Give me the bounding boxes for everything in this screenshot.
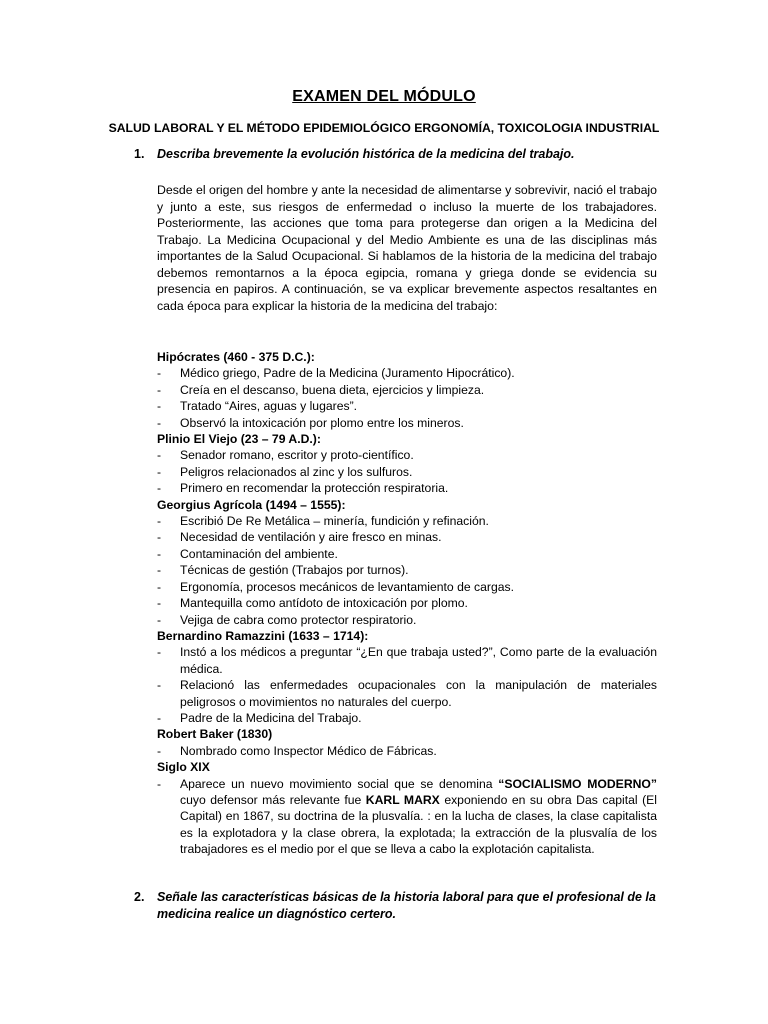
list-item-text: Mantequilla como antídoto de intoxicación por plomo.	[180, 596, 468, 611]
list-item-socialismo	[157, 776, 657, 858]
list-item-text: Necesidad de ventilación y aire fresco en minas.	[180, 530, 442, 545]
section-heading-siglo-xix: Siglo XIX	[157, 760, 210, 775]
bullet-dash: -	[157, 710, 162, 725]
bullet-dash: -	[157, 743, 162, 758]
item-text: cuyo defensor más relevante fue	[180, 792, 366, 807]
list-item	[157, 365, 657, 381]
list-item	[157, 480, 657, 496]
history-sections	[157, 349, 657, 858]
list-item	[157, 677, 657, 710]
list-item-text: Primero en recomendar la protección respiratoria.	[180, 481, 449, 496]
list-item	[157, 579, 657, 595]
list-item-text: Relacionó las enfermedades ocupacionales con la manipulación de materiales peligrosos o movimientos no naturales del cuerpo.	[180, 678, 657, 709]
question-1-text: Describa brevemente la evolución histórica de la medicina del trabajo.	[157, 147, 575, 161]
bullet-dash: -	[157, 448, 162, 463]
bullet-dash: -	[157, 612, 162, 627]
question-1	[134, 146, 658, 163]
list-item	[157, 644, 657, 677]
list-item-text: Ergonomía, procesos mecánicos de levantamiento de cargas.	[180, 579, 514, 594]
list-item	[157, 529, 657, 545]
bullet-dash: -	[157, 563, 162, 578]
section-heading: Robert Baker (1830)	[157, 727, 273, 742]
list-item	[157, 398, 657, 414]
list-item-text: Escribió De Re Metálica – minería, fundición y refinación.	[180, 514, 489, 529]
list-item	[157, 447, 657, 463]
section-heading: Hipócrates (460 - 375 D.C.):	[157, 350, 315, 364]
list-item-text: Instó a los médicos a preguntar “¿En que trabaja usted?”, Como parte de la evaluación médica.	[180, 645, 657, 676]
bullet-dash: -	[157, 596, 162, 611]
bullet-dash: -	[157, 579, 162, 594]
list-item-text: Técnicas de gestión (Trabajos por turnos).	[180, 563, 409, 578]
list-item	[157, 546, 657, 562]
list-item-text: Creía en el descanso, buena dieta, ejercicios y limpieza.	[180, 382, 485, 397]
list-item-text: Senador romano, escritor y proto-científico.	[180, 448, 414, 463]
item-text: exponiendo en su obra Das capital (El Capital) en 1867, su doctrina de la plusvalía. : en la lucha de clases, la clase capitalista es la explotadora y la clase obrera, la explotada; la extracción de la plusvalía de los trabajadores es el medio por el que se lleva a cabo la explotación capitalista.	[180, 792, 657, 857]
list-item-text: Médico griego, Padre de la Medicina (Juramento Hipocrático).	[180, 366, 515, 381]
bullet-dash: -	[157, 415, 162, 430]
bullet-dash: -	[157, 382, 162, 397]
list-item	[157, 595, 657, 611]
list-item	[157, 612, 657, 628]
list-item	[157, 743, 657, 759]
bullet-dash: -	[157, 776, 162, 791]
question-2-number: 2.	[134, 890, 145, 904]
section-heading: Bernardino Ramazzini (1633 – 1714):	[157, 628, 369, 643]
list-item-text: Tratado “Aires, aguas y lugares”.	[180, 399, 358, 414]
list-item-text: Padre de la Medicina del Trabajo.	[180, 710, 362, 725]
question-1-number: 1.	[134, 147, 145, 161]
list-item	[157, 710, 657, 726]
bullet-dash: -	[157, 530, 162, 545]
bullet-dash: -	[157, 481, 162, 496]
bullet-dash: -	[157, 645, 162, 660]
list-item-text: Vejiga de cabra como protector respiratorio.	[180, 612, 417, 627]
list-item	[157, 513, 657, 529]
list-item-text: Observó la intoxicación por plomo entre los mineros.	[180, 415, 464, 430]
exam-title: EXAMEN DEL MÓDULO	[292, 88, 476, 105]
item-text: Aparece un nuevo movimiento social que se denomina	[180, 776, 499, 791]
section-heading: Georgius Agrícola (1494 – 1555):	[157, 497, 346, 512]
list-item	[157, 562, 657, 578]
bullet-dash: -	[157, 546, 162, 561]
list-item	[157, 382, 657, 398]
list-item-text: Contaminación del ambiente.	[180, 546, 338, 561]
bullet-dash: -	[157, 464, 162, 479]
question-2-text: Señale las características básicas de la historia laboral para que el profesional de la medicina realice un diagnóstico certero.	[157, 890, 656, 921]
list-item-text: Peligros relacionados al zinc y los sulfuros.	[180, 464, 413, 479]
list-item	[157, 464, 657, 480]
exam-subtitle: SALUD LABORAL Y EL MÉTODO EPIDEMIOLÓGICO ERGONOMÍA, TOXICOLOGIA INDUSTRIAL	[108, 121, 660, 135]
list-item-text: Nombrado como Inspector Médico de Fábricas.	[180, 743, 437, 758]
bullet-dash: -	[157, 514, 162, 529]
bullet-dash: -	[157, 399, 162, 414]
intro-paragraph: Desde el origen del hombre y ante la necesidad de alimentarse y sobrevivir, nació el trabajo y junto a este, sus riesgos de enfermedad o incluso la muerte de los trabajadores. Posteriormente, las acciones que toma para protegerse dan origen a la Medicina del Trabajo. La Medicina Ocupacional y del Medio Ambiente es una de las disciplinas más importantes de la Salud Ocupacional. Si hablamos de la historia de la medicina del trabajo debemos remontarnos a la época egipcia, romana y griega donde se evidencia su presencia en papiros. A continuación, se va explicar brevemente aspectos resaltantes en cada época para explicar la historia de la medicina del trabajo:	[157, 183, 657, 313]
section-heading: Plinio El Viejo (23 – 79 A.D.):	[157, 432, 321, 447]
item-bold-marx: KARL MARX	[365, 792, 440, 807]
item-bold-socialismo: “SOCIALISMO MODERNO”	[498, 776, 657, 791]
list-item	[157, 415, 657, 431]
bullet-dash: -	[157, 366, 162, 381]
bullet-dash: -	[157, 678, 162, 693]
question-2	[134, 889, 658, 923]
